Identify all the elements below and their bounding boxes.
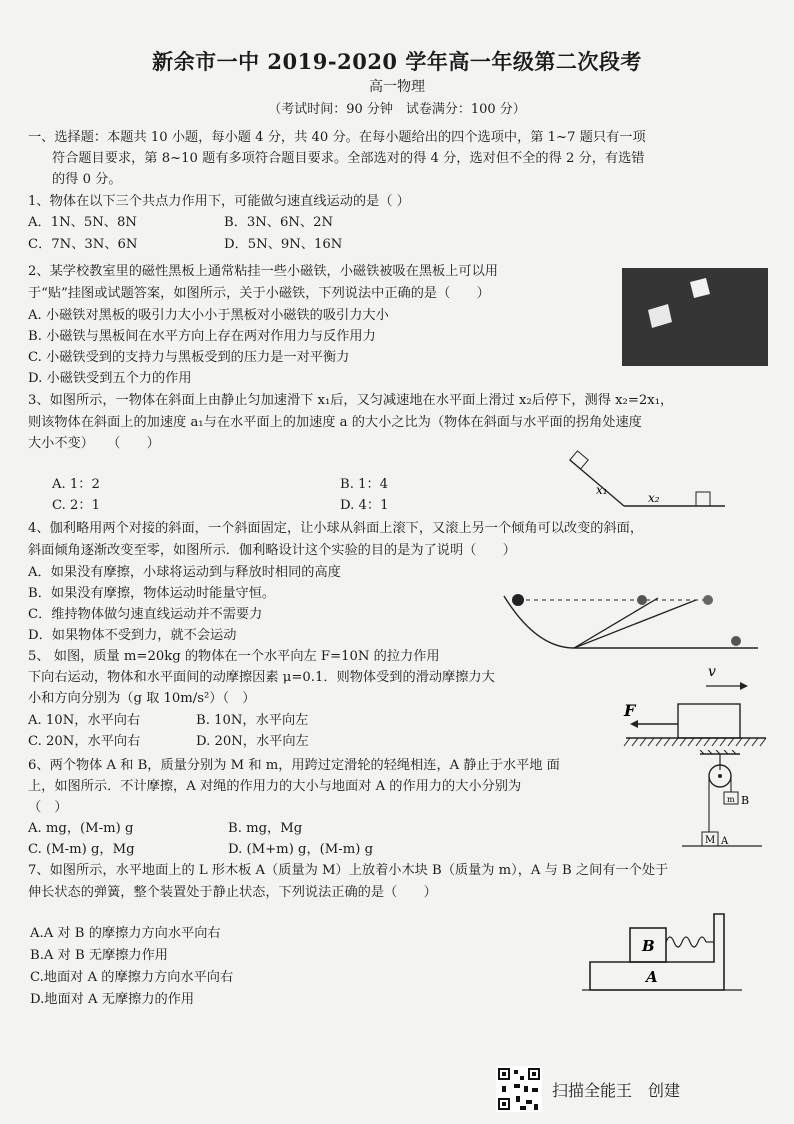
q6-option-a: A. mg，(M-m) g bbox=[28, 821, 134, 836]
q1-option-a: A．1N、5N、8N bbox=[28, 215, 137, 230]
label-a: A bbox=[646, 968, 658, 986]
q7-stem-1: 7、如图所示，水平地面上的 L 形木板 A（质量为 M）上放着小木块 B（质量为 m），A 与 B 之间有一个处于 bbox=[28, 863, 669, 878]
q2-option-b: B. 小磁铁与黑板间在水平方向上存在两对作用力与反作用力 bbox=[28, 329, 376, 344]
q7-option-a: A.A 对 B 的摩擦力方向水平向右 bbox=[30, 926, 221, 941]
q5-option-a: A. 10N，水平向右 bbox=[28, 713, 141, 728]
q4-stem-2: 斜面倾角逐渐改变至零，如图所示．伽利略设计这个实验的目的是为了说明（ ） bbox=[28, 543, 516, 558]
label-f: F bbox=[624, 701, 636, 720]
section-instructions-2: 符合题目要求，第 8~10 题有多项符合题目要求。全部选对的得 4 分，选对但不全的得 2 分，有选错 bbox=[52, 151, 645, 166]
q6-stem-1: 6、两个物体 A 和 B，质量分别为 M 和 m，用跨过定滑轮的轻绳相连，A 静止于水平地 面 bbox=[28, 758, 560, 773]
ball-2 bbox=[703, 595, 713, 605]
q5-stem-2: 下向右运动，物体和水平面间的动摩擦因素 μ=0.1．则物体受到的滑动摩擦力大 bbox=[28, 670, 495, 685]
pulley-figure bbox=[680, 750, 770, 850]
blackboard-photo bbox=[622, 268, 768, 366]
label-v: v bbox=[708, 664, 716, 680]
exam-meta: （考试时间：90 分钟 试卷满分：100 分） bbox=[268, 102, 526, 117]
spring bbox=[666, 937, 706, 947]
q3-stem-1: 3、如图所示，一物体在斜面上由静止匀加速滑下 x₁后，又匀减速地在水平面上滑过 x₂后停下，测得 x₂=2x₁， bbox=[28, 393, 674, 408]
q5-stem-1: 5、 如图，质量 m=20kg 的物体在一个水平向左 F=10N 的拉力作用 bbox=[28, 649, 440, 664]
label-b: B bbox=[741, 794, 750, 807]
q4-stem-1: 4、伽利略用两个对接的斜面，一个斜面固定，让小球从斜面上滚下，又滚上另一个倾角可以改变的斜面， bbox=[28, 521, 644, 536]
q1-option-c: C．7N、3N、6N bbox=[28, 237, 138, 252]
magnets-figure bbox=[622, 268, 768, 366]
section-instructions-1: 一、选择题：本题共 10 小题，每小题 4 分，共 40 分。在每小题给出的四个选项中，第 1~7 题只有一项 bbox=[28, 130, 646, 145]
scanner-watermark: 扫描全能王 创建 bbox=[552, 1081, 681, 1100]
q3-option-a: A. 1：2 bbox=[52, 477, 100, 492]
section-instructions-3: 的得 0 分。 bbox=[52, 172, 122, 187]
qr-code-icon bbox=[496, 1066, 542, 1112]
q7-option-b: B.A 对 B 无摩擦力作用 bbox=[30, 948, 168, 963]
q5-option-c: C. 20N，水平向右 bbox=[28, 734, 141, 749]
q2-option-d: D. 小磁铁受到五个力的作用 bbox=[28, 371, 192, 386]
q6-stem-3: （ ） bbox=[28, 800, 68, 815]
l-board-figure bbox=[582, 904, 752, 994]
label-bigm: M bbox=[705, 835, 716, 846]
q3-stem-3: 大小不变） （ ） bbox=[28, 436, 160, 451]
exam-title: 新余市一中 2019-2020 学年高一年级第二次段考 bbox=[152, 49, 642, 74]
qr-code bbox=[496, 1066, 542, 1112]
exam-subtitle: 高一物理 bbox=[369, 79, 425, 95]
q4-option-c: C．维持物体做匀速直线运动并不需要力 bbox=[28, 607, 263, 622]
q1-option-d: D．5N、9N、16N bbox=[224, 237, 343, 252]
q2-option-c: C. 小磁铁受到的支持力与黑板受到的压力是一对平衡力 bbox=[28, 350, 350, 365]
q2-option-a: A. 小磁铁对黑板的吸引力大小小于黑板对小磁铁的吸引力大小 bbox=[28, 308, 389, 323]
q4-option-b: B．如果没有摩擦，物体运动时能量守恒。 bbox=[28, 586, 276, 601]
q5-stem-3: 小和方向分别为（g 取 10m/s²）（ ） bbox=[28, 691, 256, 706]
q5-option-d: D. 20N，水平向左 bbox=[196, 734, 309, 749]
label-x2: x₂ bbox=[648, 491, 660, 505]
block bbox=[678, 704, 740, 738]
label-m: m bbox=[727, 795, 735, 804]
block-stopped bbox=[696, 492, 710, 506]
q3-option-c: C. 2：1 bbox=[52, 498, 100, 513]
force-block-figure bbox=[620, 656, 770, 748]
q3-option-d: D. 4：1 bbox=[340, 498, 389, 513]
block-on-incline bbox=[570, 451, 588, 469]
q4-option-a: A．如果没有摩擦，小球将运动到与释放时相同的高度 bbox=[28, 565, 341, 580]
q6-option-d: D. (M+m) g，(M-m) g bbox=[228, 842, 374, 857]
label-a: A bbox=[721, 836, 729, 847]
ball-3 bbox=[731, 636, 741, 646]
q6-stem-2: 上，如图所示．不计摩擦，A 对绳的作用力的大小与地面对 A 的作用力的大小分别为 bbox=[28, 779, 522, 794]
q3-option-b: B. 1：4 bbox=[340, 477, 389, 492]
q5-option-b: B. 10N，水平向左 bbox=[196, 713, 309, 728]
ball-1 bbox=[637, 595, 647, 605]
q6-option-c: C. (M-m) g，Mg bbox=[28, 842, 135, 857]
ball-start bbox=[512, 594, 524, 606]
q1-option-b: B．3N、6N、2N bbox=[224, 215, 334, 230]
q7-option-c: C.地面对 A 的摩擦力方向水平向右 bbox=[30, 970, 234, 985]
incline-figure bbox=[560, 448, 730, 514]
q7-stem-2: 伸长状态的弹簧，整个装置处于静止状态，下列说法正确的是（ ） bbox=[28, 885, 437, 900]
q7-option-d: D.地面对 A 无摩擦力的作用 bbox=[30, 992, 195, 1007]
q2-stem-1: 2、某学校教室里的磁性黑板上通常粘挂一些小磁铁，小磁铁被吸在黑板上可以用 bbox=[28, 264, 498, 279]
label-b: B bbox=[642, 937, 655, 955]
q6-option-b: B. mg，Mg bbox=[228, 821, 303, 836]
q4-option-d: D．如果物体不受到力，就不会运动 bbox=[28, 628, 237, 643]
q3-stem-2: 则该物体在斜面上的加速度 a₁与在水平面上的加速度 a 的大小之比为（物体在斜面与水平面的拐角处速度 bbox=[28, 415, 642, 430]
q1-stem: 1、物体在以下三个共点力作用下，可能做匀速直线运动的是（ ） bbox=[28, 194, 410, 209]
galileo-ramps-figure bbox=[496, 588, 768, 654]
q2-stem-2: 于“贴”挂图或试题答案，如图所示，关于小磁铁，下列说法中正确的是（ ） bbox=[28, 286, 490, 301]
label-x1: x₁ bbox=[596, 483, 608, 497]
